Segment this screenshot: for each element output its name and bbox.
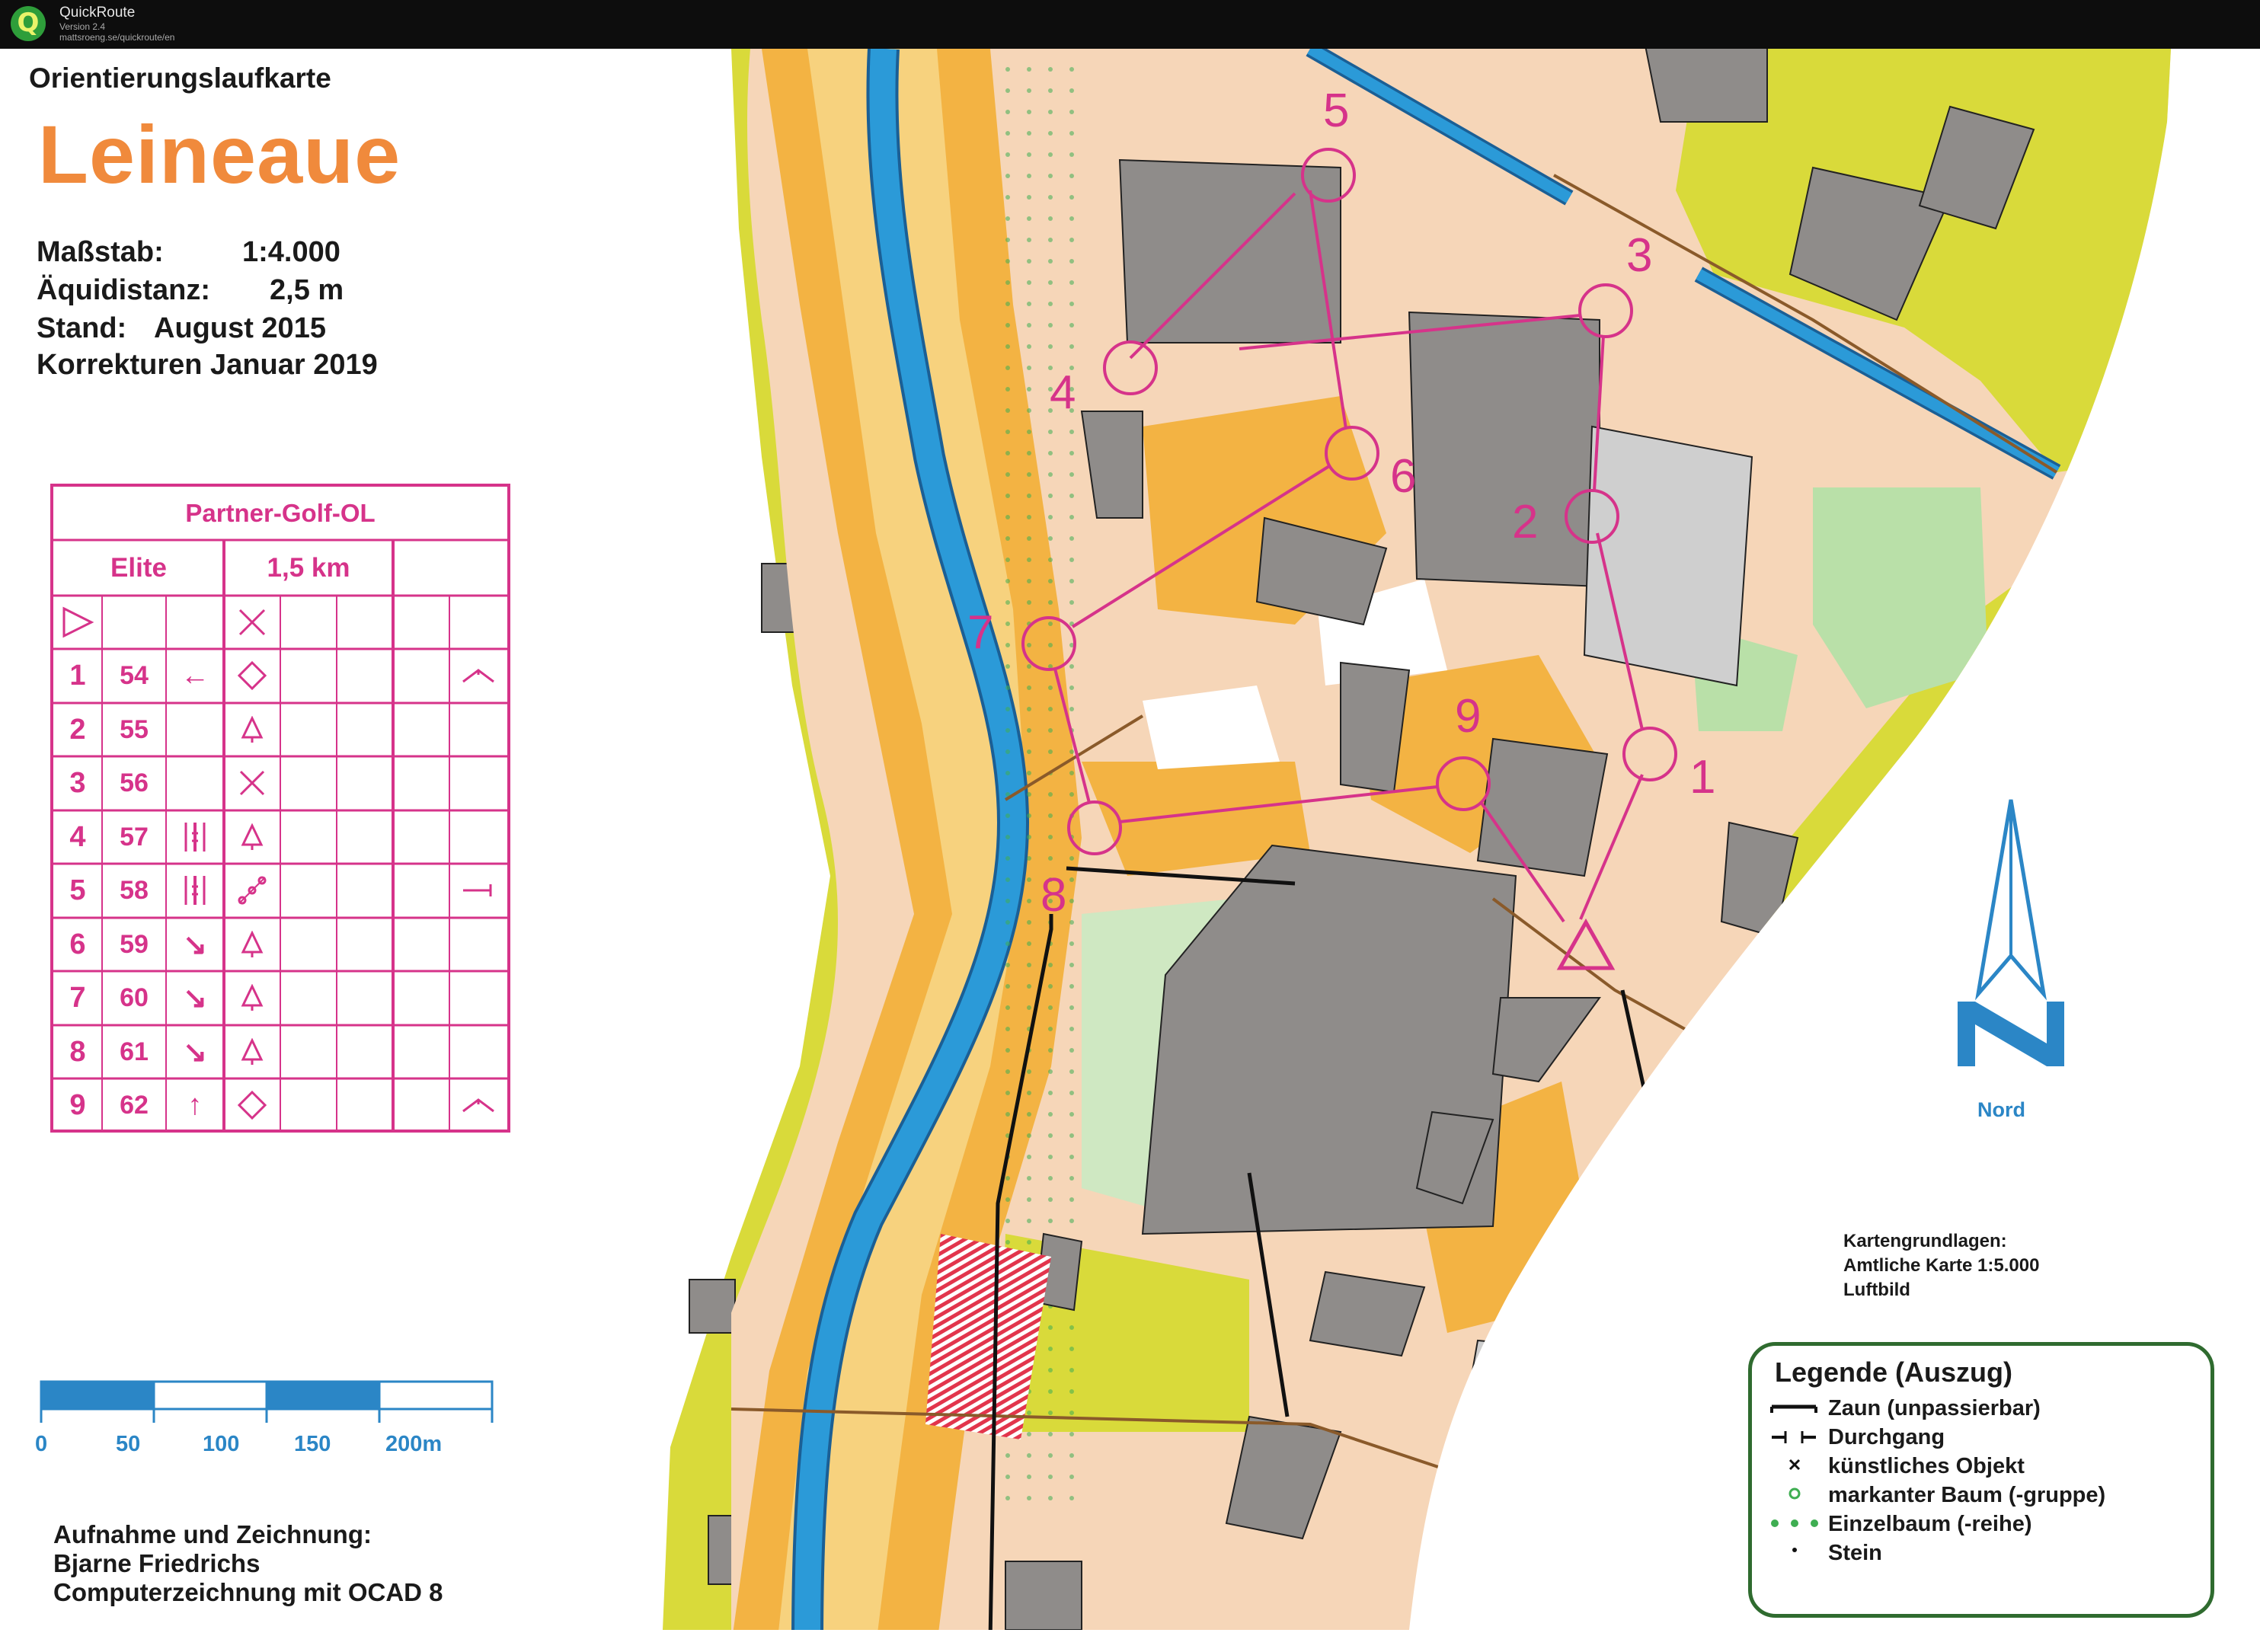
legend-item-single-tree: Einzelbaum (-reihe) xyxy=(1828,1512,2032,1536)
control-number: 7 xyxy=(69,981,86,1014)
tree-icon xyxy=(224,810,280,864)
map-label-9: 9 xyxy=(1455,690,1482,743)
scale-label-0: 0 xyxy=(35,1432,48,1456)
control-code: 54 xyxy=(120,660,149,690)
endline-icon xyxy=(449,864,507,917)
legend-item-fence: Zaun (unpassierbar) xyxy=(1828,1396,2041,1420)
course-length: 1,5 km xyxy=(267,552,350,583)
legend-symbols xyxy=(1769,1369,1822,1612)
course-class: Elite xyxy=(110,552,167,583)
control-number: 8 xyxy=(69,1035,86,1068)
control-code: 61 xyxy=(120,1037,149,1066)
fence-icon xyxy=(166,810,224,864)
scale-label-100: 100 xyxy=(203,1432,240,1456)
map-label-5: 5 xyxy=(1323,85,1350,137)
direction-arrow-icon: ↘ xyxy=(183,928,207,961)
north-label: Nord xyxy=(1977,1098,2025,1121)
control-number: 1 xyxy=(69,659,86,692)
legend-box xyxy=(1748,1342,2214,1618)
map-name: Leineaue xyxy=(38,108,401,200)
basis-line-2: Amtliche Karte 1:5.000 xyxy=(1843,1255,2040,1276)
app-name: QuickRoute xyxy=(59,5,136,21)
credit-line-3: Computerzeichnung mit OCAD 8 xyxy=(53,1578,443,1606)
window-title-bar xyxy=(0,0,2260,49)
control-number: 4 xyxy=(69,820,86,853)
map-label-6: 6 xyxy=(1390,450,1417,503)
control-code: 55 xyxy=(120,714,149,744)
direction-arrow-icon: ↘ xyxy=(183,982,207,1015)
basis-line-3: Luftbild xyxy=(1843,1280,1910,1300)
event-name: Partner-Golf-OL xyxy=(185,499,376,527)
legend-title: Legende (Auszug) xyxy=(1775,1356,2012,1388)
control-number: 2 xyxy=(69,713,86,746)
basis-line-1: Kartengrundlagen: xyxy=(1843,1231,2007,1251)
control-code: 58 xyxy=(120,875,149,905)
control-code: 57 xyxy=(120,822,149,852)
map-label-8: 8 xyxy=(1040,869,1067,922)
control-code: 56 xyxy=(120,768,149,797)
control-description-table xyxy=(50,484,510,1133)
credit-line-1: Aufnahme und Zeichnung: xyxy=(53,1520,372,1548)
legend-item-passage: Durchgang xyxy=(1828,1425,1945,1449)
map-label-2: 2 xyxy=(1512,496,1539,548)
control-number: 5 xyxy=(69,874,86,906)
diamond-icon xyxy=(224,1078,280,1132)
map-label-4: 4 xyxy=(1050,366,1076,419)
scale-label-200: 200m xyxy=(385,1432,443,1456)
control-code: 62 xyxy=(120,1090,149,1120)
cross-icon xyxy=(224,756,280,810)
map-label-1: 1 xyxy=(1689,751,1716,804)
control-number: 9 xyxy=(69,1088,86,1121)
fence-icon xyxy=(166,864,224,917)
scale-label-150: 150 xyxy=(294,1432,331,1456)
legend-item-stone: Stein xyxy=(1828,1541,1882,1565)
app-version: Version 2.4 xyxy=(59,21,106,32)
direction-arrow-icon: ← xyxy=(181,659,209,692)
tree-icon xyxy=(224,971,280,1024)
hill-icon xyxy=(449,649,507,702)
north-arrow-icon xyxy=(1958,800,2064,1066)
map-label-7: 7 xyxy=(967,606,994,659)
tree-icon xyxy=(224,1025,280,1078)
map-type: Orientierungslaufkarte xyxy=(29,62,331,94)
legend-item-manmade: künstliches Objekt xyxy=(1828,1454,2025,1478)
tree-icon xyxy=(224,918,280,971)
map-label-3: 3 xyxy=(1626,229,1653,282)
diamond-icon xyxy=(224,649,280,702)
scale-bar xyxy=(41,1382,492,1423)
control-number: 6 xyxy=(69,928,86,960)
scale-label-50: 50 xyxy=(116,1432,141,1456)
control-number: 3 xyxy=(69,766,86,799)
app-url: mattsroeng.se/quickroute/en xyxy=(59,32,175,43)
legend-item-tree-group: markanter Baum (-gruppe) xyxy=(1828,1483,2106,1507)
credit-line-2: Bjarne Friedrichs xyxy=(53,1549,261,1577)
tree-icon xyxy=(224,703,280,756)
control-code: 59 xyxy=(120,929,149,959)
control-code: 60 xyxy=(120,983,149,1012)
quickroute-logo-icon: Q xyxy=(11,6,46,41)
direction-arrow-icon: ↘ xyxy=(183,1036,207,1069)
hill-icon xyxy=(449,1078,507,1132)
chain-icon xyxy=(224,864,280,917)
direction-arrow-icon: ↑ xyxy=(187,1088,203,1121)
